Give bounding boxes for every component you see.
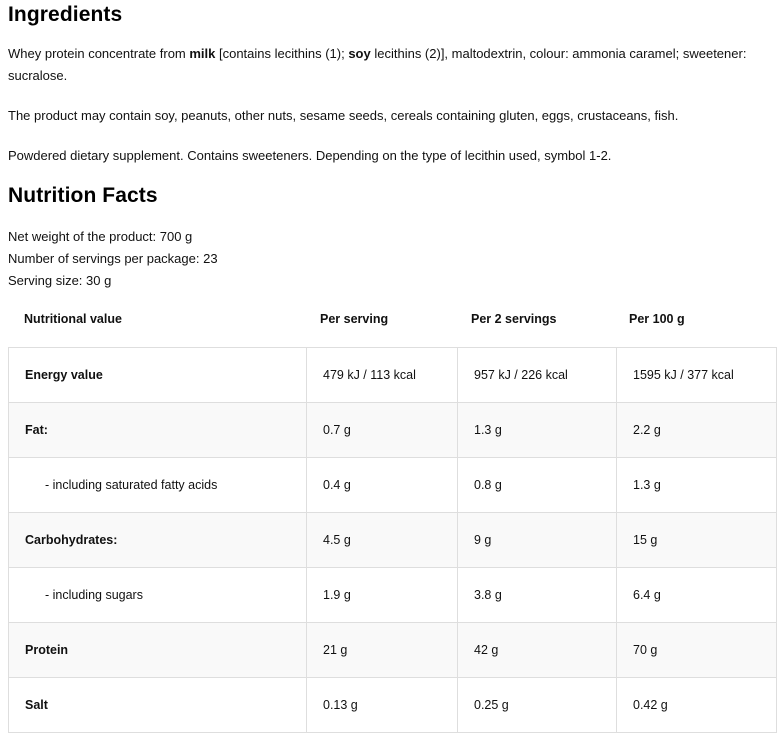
value-per-2-servings: 9 g: [458, 513, 617, 568]
value-per-2-servings: 3.8 g: [458, 568, 617, 623]
product-description: Powdered dietary supplement. Contains sweeteners. Depending on the type of lecithin used, symbol 1-2.: [8, 148, 612, 163]
value-per-100g: 15 g: [617, 513, 777, 568]
table-row: [9, 568, 777, 623]
column-header: Per serving: [320, 312, 389, 326]
nutrition-heading: Nutrition Facts: [8, 184, 158, 207]
value-per-2-servings: 42 g: [458, 623, 617, 678]
nutrition-table: [8, 347, 777, 733]
value-per-100g: 1.3 g: [617, 458, 777, 513]
table-row: [9, 623, 777, 678]
nutrient-name: Salt: [9, 678, 307, 733]
value-per-100g: 2.2 g: [617, 403, 777, 458]
value-per-2-servings: 0.8 g: [458, 458, 617, 513]
allergen-milk: milk: [189, 46, 216, 61]
ingredients-composition: [8, 43, 777, 87]
ingredients-heading: Ingredients: [8, 3, 123, 26]
composition-text: Whey protein concentrate from: [8, 46, 190, 61]
table-row: [9, 513, 777, 568]
value-per-serving: 4.5 g: [307, 513, 458, 568]
nutrient-name: Protein: [9, 623, 307, 678]
column-header: Per 100 g: [629, 312, 685, 326]
nutrition-table-header: [8, 308, 777, 332]
column-header: Nutritional value: [24, 312, 122, 326]
value-per-serving: 21 g: [307, 623, 458, 678]
value-per-100g: 70 g: [617, 623, 777, 678]
composition-text: lecithins (2)], maltodextrin, colour: ammonia caramel; sweetener: sucralose.: [8, 46, 747, 83]
value-per-serving: 479 kJ / 113 kcal: [307, 348, 458, 403]
table-row: [9, 348, 777, 403]
allergen-warning: The product may contain soy, peanuts, other nuts, sesame seeds, cereals containing gluten, eggs, crustaceans, fish.: [8, 108, 679, 123]
nutrient-name: - including saturated fatty acids: [9, 458, 307, 513]
composition-text: [contains lecithins (1);: [215, 46, 349, 61]
value-per-2-servings: 957 kJ / 226 kcal: [458, 348, 617, 403]
net-weight: Net weight of the product: 700 g: [8, 229, 193, 244]
servings-per-package: Number of servings per package: 23: [8, 251, 218, 266]
value-per-2-servings: 1.3 g: [458, 403, 617, 458]
table-row: [9, 458, 777, 513]
table-row: [9, 403, 777, 458]
value-per-100g: 0.42 g: [617, 678, 777, 733]
value-per-100g: 6.4 g: [617, 568, 777, 623]
value-per-serving: 0.7 g: [307, 403, 458, 458]
value-per-serving: 0.4 g: [307, 458, 458, 513]
nutrient-name: - including sugars: [9, 568, 307, 623]
table-row: [9, 678, 777, 733]
serving-size: Serving size: 30 g: [8, 273, 112, 288]
allergen-soy: soy: [348, 46, 371, 61]
value-per-100g: 1595 kJ / 377 kcal: [617, 348, 777, 403]
column-header: Per 2 servings: [471, 312, 557, 326]
nutrient-name: Carbohydrates:: [9, 513, 307, 568]
value-per-serving: 1.9 g: [307, 568, 458, 623]
nutrient-name: Fat:: [9, 403, 307, 458]
nutrient-name: Energy value: [9, 348, 307, 403]
value-per-2-servings: 0.25 g: [458, 678, 617, 733]
value-per-serving: 0.13 g: [307, 678, 458, 733]
